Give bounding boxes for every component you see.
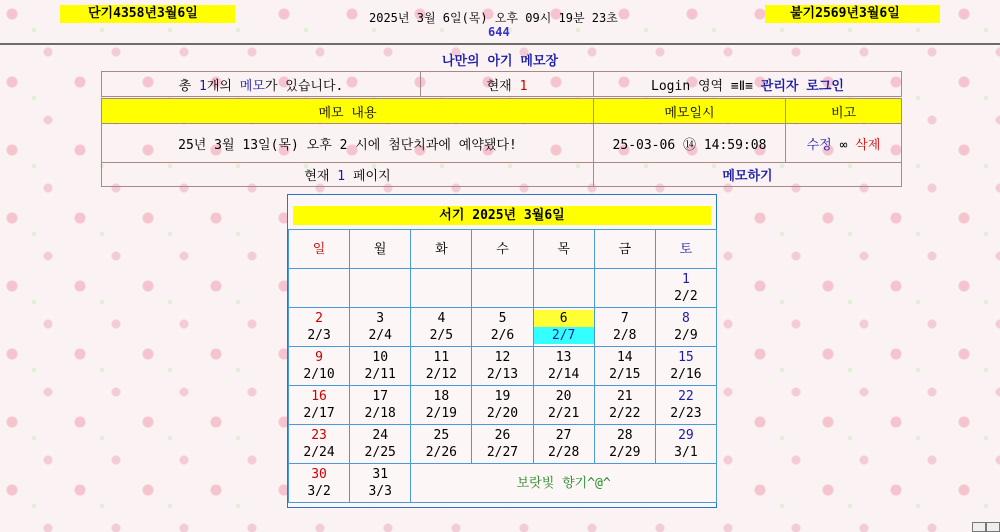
scroll-button[interactable] xyxy=(986,522,1000,532)
lunar-date: 2/10 xyxy=(303,367,335,382)
calendar-day[interactable] xyxy=(472,425,533,464)
calendar-day[interactable] xyxy=(655,308,716,347)
calendar-day[interactable] xyxy=(655,347,716,386)
day-number: 28 xyxy=(616,428,633,443)
weekday-header: 수 xyxy=(472,230,533,269)
lunar-date: 3/1 xyxy=(674,445,698,460)
calendar-day[interactable] xyxy=(472,347,533,386)
calendar-day[interactable] xyxy=(289,425,350,464)
calendar-day xyxy=(533,269,594,308)
calendar-day xyxy=(411,269,472,308)
lunar-date: 2/11 xyxy=(364,367,396,382)
day-number: 16 xyxy=(311,389,327,404)
weekday-header: 토 xyxy=(655,230,716,269)
calendar-day[interactable] xyxy=(594,308,655,347)
day-number: 27 xyxy=(555,428,572,443)
live-clock: 2025년 3월 6일(목) 오후 09시 19분 23초 xyxy=(369,11,618,25)
calendar-day[interactable] xyxy=(289,386,350,425)
weekday-header: 금 xyxy=(594,230,655,269)
calendar-title: 서기 2025년 3월6일 xyxy=(293,206,711,225)
calendar-day xyxy=(594,269,655,308)
day-number: 19 xyxy=(494,389,511,404)
day-number: 15 xyxy=(678,350,694,365)
lunar-date: 2/25 xyxy=(364,445,396,460)
lunar-date: 2/8 xyxy=(613,328,637,343)
lunar-date: 2/20 xyxy=(486,406,519,421)
current-count: 현재 1 xyxy=(421,72,594,97)
day-number: 3 xyxy=(376,311,385,326)
day-number: 14 xyxy=(616,350,633,365)
weekday-header: 일 xyxy=(289,230,350,269)
calendar-day[interactable] xyxy=(594,425,655,464)
calendar-day[interactable] xyxy=(289,464,350,503)
separator: ∞ xyxy=(831,137,856,153)
lunar-date: 2/19 xyxy=(425,406,457,421)
lunar-date: 2/22 xyxy=(609,406,641,421)
login-area: Login 영역 ≡Ⅱ≡ 관리자 로그인 xyxy=(594,72,902,97)
lunar-date: 3/3 xyxy=(368,484,392,499)
lunar-date: 2/9 xyxy=(674,328,698,343)
lunar-date: 2/18 xyxy=(364,406,396,421)
day-number: 8 xyxy=(682,311,690,326)
calendar-day[interactable] xyxy=(411,425,472,464)
day-number: 12 xyxy=(494,350,511,365)
calendar-footer: 보랏빛 향기^@^ xyxy=(411,464,717,503)
day-number: 2 xyxy=(315,311,323,326)
calendar-day-today[interactable] xyxy=(533,308,594,347)
calendar-day[interactable] xyxy=(655,386,716,425)
day-number: 31 xyxy=(372,467,389,482)
day-number: 29 xyxy=(678,428,694,443)
calendar-week xyxy=(289,347,717,386)
calendar-day[interactable] xyxy=(655,425,716,464)
lunar-date: 2/14 xyxy=(547,367,580,382)
lunar-date: 2/17 xyxy=(303,406,335,421)
dangi-date: 단기4358년3월6일 xyxy=(60,5,235,23)
lunar-date: 2/6 xyxy=(490,328,515,343)
page-title: 나만의 아기 메모장 xyxy=(441,54,559,69)
calendar-day[interactable] xyxy=(350,347,411,386)
lunar-date: 2/27 xyxy=(486,445,519,460)
lunar-date: 2/2 xyxy=(674,289,698,304)
lunar-date: 2/24 xyxy=(303,445,335,460)
calendar-day[interactable] xyxy=(533,386,594,425)
calendar-day[interactable] xyxy=(533,425,594,464)
header-divider xyxy=(0,43,1000,45)
calendar-day xyxy=(289,269,350,308)
calendar-day[interactable] xyxy=(411,308,472,347)
weekday-header: 목 xyxy=(533,230,594,269)
lunar-date: 2/7 xyxy=(534,327,594,344)
memo-total: 총 1개의 메모가 있습니다. xyxy=(102,72,421,97)
lunar-date: 2/12 xyxy=(425,367,457,382)
calendar-day[interactable] xyxy=(533,347,594,386)
lunar-date: 2/26 xyxy=(425,445,457,460)
pager-row xyxy=(102,163,902,187)
lunar-date: 2/16 xyxy=(670,367,702,382)
calendar-day[interactable] xyxy=(655,269,716,308)
day-number: 23 xyxy=(311,428,327,443)
calendar-week xyxy=(289,386,717,425)
bulgi-date: 불기2569년3월6일 xyxy=(765,5,940,23)
day-number: 13 xyxy=(555,350,572,365)
calendar-day xyxy=(472,269,533,308)
visitor-counter: 644 xyxy=(488,25,510,39)
column-content: 메모 내용 xyxy=(102,99,594,124)
calendar-day[interactable] xyxy=(411,386,472,425)
column-date: 메모일시 xyxy=(594,99,786,124)
column-note: 비고 xyxy=(786,99,902,124)
scroll-button[interactable] xyxy=(972,522,986,532)
calendar-day[interactable] xyxy=(289,347,350,386)
calendar-day[interactable] xyxy=(289,308,350,347)
calendar-day[interactable] xyxy=(350,386,411,425)
day-number: 25 xyxy=(433,428,450,443)
lunar-date: 2/21 xyxy=(547,406,580,421)
lunar-date: 2/3 xyxy=(307,328,331,343)
day-number: 21 xyxy=(616,389,633,404)
weekday-header: 월 xyxy=(350,230,411,269)
day-number: 6 xyxy=(534,310,594,327)
calendar-day[interactable] xyxy=(594,386,655,425)
day-number: 24 xyxy=(372,428,389,443)
lunar-date: 2/15 xyxy=(609,367,641,382)
day-number: 30 xyxy=(311,467,327,482)
memo-list xyxy=(101,98,902,187)
calendar xyxy=(287,194,717,508)
day-number: 22 xyxy=(678,389,694,404)
lunar-date: 2/5 xyxy=(429,328,454,343)
lunar-date: 2/23 xyxy=(670,406,702,421)
weekday-row xyxy=(289,230,717,269)
calendar-day[interactable] xyxy=(350,464,411,503)
day-number: 11 xyxy=(433,350,450,365)
calendar-day[interactable] xyxy=(411,347,472,386)
admin-login-link[interactable]: 관리자 로그인 xyxy=(760,78,844,94)
memo-table xyxy=(101,71,902,97)
memo-content: 25년 3월 13일(목) 오후 2 시에 첨단치과에 예약됐다! xyxy=(102,124,594,163)
lunar-date: 2/29 xyxy=(609,445,641,460)
day-number: 26 xyxy=(494,428,511,443)
weekday-header: 화 xyxy=(411,230,472,269)
memo-actions xyxy=(786,124,902,163)
day-number: 20 xyxy=(555,389,572,404)
day-number: 1 xyxy=(682,272,690,287)
day-number: 18 xyxy=(433,389,450,404)
lunar-date: 3/2 xyxy=(307,484,331,499)
day-number: 5 xyxy=(498,311,507,326)
memo-row xyxy=(102,124,902,163)
day-number: 4 xyxy=(437,311,446,326)
calendar-day xyxy=(350,269,411,308)
day-number: 10 xyxy=(372,350,389,365)
calendar-week xyxy=(289,308,717,347)
memo-datetime: 25-03-06 ⑭ 14:59:08 xyxy=(594,124,786,163)
day-number: 17 xyxy=(372,389,389,404)
top-bar xyxy=(0,0,1000,46)
lunar-date: 2/13 xyxy=(486,367,519,382)
calendar-day[interactable] xyxy=(350,308,411,347)
calendar-week xyxy=(289,464,717,503)
calendar-day[interactable] xyxy=(472,386,533,425)
day-number: 9 xyxy=(315,350,323,365)
lunar-date: 2/28 xyxy=(547,445,580,460)
lunar-date: 2/4 xyxy=(368,328,392,343)
page-indicator: 현재 1 페이지 xyxy=(102,163,594,187)
calendar-day[interactable] xyxy=(350,425,411,464)
calendar-grid xyxy=(288,229,717,503)
day-number: 7 xyxy=(620,311,629,326)
calendar-week xyxy=(289,425,717,464)
write-memo-link[interactable]: 메모하기 xyxy=(594,163,902,187)
summary-row xyxy=(102,72,902,97)
edit-link[interactable]: 수정 xyxy=(806,137,832,153)
calendar-day[interactable] xyxy=(472,308,533,347)
calendar-week xyxy=(289,269,717,308)
calendar-day[interactable] xyxy=(594,347,655,386)
memo-header-row xyxy=(102,99,902,124)
delete-link[interactable]: 삭제 xyxy=(855,137,881,153)
